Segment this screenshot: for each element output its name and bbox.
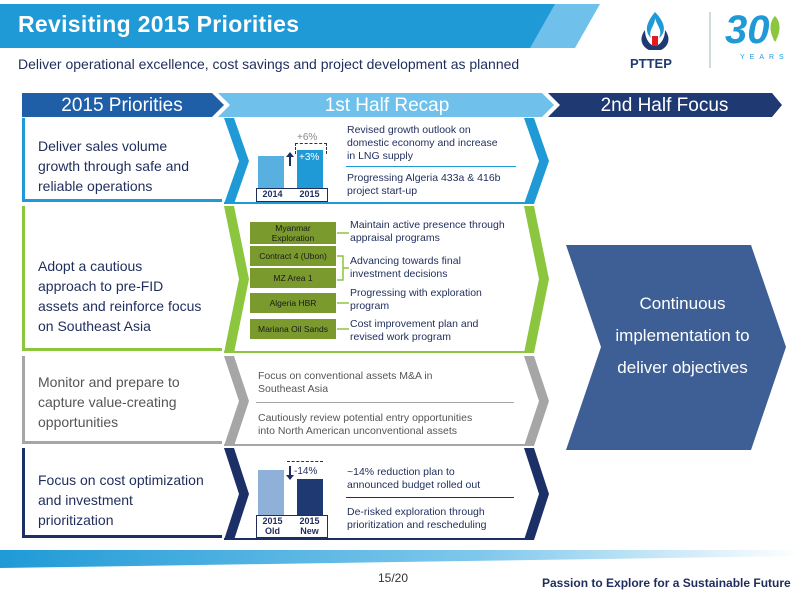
asset-contract-4 xyxy=(249,245,337,267)
recap-2d-line-1: Cost improvement plan and xyxy=(350,318,479,330)
priority-1-line-2: growth through safe and xyxy=(38,158,189,174)
recap-4b-line-1: De-risked exploration through xyxy=(347,506,485,518)
actual-change-label: +3% xyxy=(299,152,320,163)
recap-2c xyxy=(350,287,482,313)
recap-1a-line-2: domestic economy and increase xyxy=(347,137,498,149)
column-header-priorities: 2015 Priorities xyxy=(61,95,183,116)
column-headers xyxy=(22,93,782,117)
priority-2-line-3: assets and reinforce focus xyxy=(38,298,202,314)
footer-tagline: Passion to Explore for a Sustainable Future xyxy=(542,576,791,590)
recap-1a xyxy=(347,124,498,163)
asset-connectors xyxy=(337,218,351,342)
recap-2a-line-2: appraisal programs xyxy=(350,232,440,244)
recap-4a-line-2: announced budget rolled out xyxy=(347,479,481,491)
focus-line-2: implementation to xyxy=(615,326,750,345)
priority-2-text xyxy=(38,256,201,336)
asset-mz-area-1-label: MZ Area 1 xyxy=(273,273,313,283)
recap-4a xyxy=(347,466,480,492)
priority-3-line-3: opportunities xyxy=(38,414,119,430)
chart-4-label-old xyxy=(256,516,289,536)
recap-2b-line-2: investment decisions xyxy=(350,268,448,280)
asset-mz-area-1 xyxy=(249,267,337,289)
asset-algeria-hbr xyxy=(249,292,337,314)
recap-1a-line-3: in LNG supply xyxy=(347,150,413,162)
logo-anniversary-word: YEARS xyxy=(740,54,789,61)
chart-4-label-new-line-1: 2015 xyxy=(299,516,320,526)
priority-2-line-1: Adopt a cautious xyxy=(38,258,143,274)
priority-3-line-2: capture value-creating xyxy=(38,394,177,410)
chart-1-label-2014: 2014 xyxy=(262,189,283,199)
recap-2b xyxy=(350,255,461,281)
recap-2a-line-1: Maintain active presence through xyxy=(350,219,505,231)
column-header-focus: 2nd Half Focus xyxy=(600,95,729,116)
target-change-label: +6% xyxy=(297,132,318,143)
asset-algeria-hbr-label: Algeria HBR xyxy=(269,298,317,308)
priority-1-line-3: reliable operations xyxy=(38,178,153,194)
priority-4-line-3: prioritization xyxy=(38,512,114,528)
bar-2015-old xyxy=(258,470,284,515)
priority-1-text xyxy=(38,136,189,196)
slide-title: Revisiting 2015 Priorities xyxy=(18,11,300,37)
recap-4b-line-2: prioritization and rescheduling xyxy=(347,519,487,531)
recap-3b xyxy=(258,412,472,438)
slide-subtitle: Deliver operational excellence, cost savings and project development as planned xyxy=(18,56,520,72)
chart-1-label-2015: 2015 xyxy=(299,189,320,199)
asset-contract-4-label: Contract 4 (Ubon) xyxy=(259,251,327,261)
recap-3a-line-2: Southeast Asia xyxy=(258,383,329,395)
chart-4-label-new xyxy=(293,516,326,536)
recap-3b-line-2: into North American unconventional assets xyxy=(258,425,458,437)
up-arrow-icon xyxy=(286,152,294,166)
budget-change-label: -14% xyxy=(294,466,318,477)
recap-3-divider xyxy=(256,402,514,403)
recap-2b-line-1: Advancing towards final xyxy=(350,255,461,267)
recap-1b-line-2: project start-up xyxy=(347,185,418,197)
column-header-recap: 1st Half Recap xyxy=(324,95,450,116)
priority-4-text xyxy=(38,470,204,530)
recap-1a-line-1: Revised growth outlook on xyxy=(347,124,471,136)
recap-3a-line-1: Focus on conventional assets M&A in xyxy=(258,370,433,382)
priority-2-line-4: on Southeast Asia xyxy=(38,318,151,334)
priority-1-line-1: Deliver sales volume xyxy=(38,138,168,154)
page-number: 15/20 xyxy=(378,571,409,585)
second-half-focus-text xyxy=(600,288,765,384)
focus-line-3: deliver objectives xyxy=(617,358,748,377)
logo-anniversary-number: 30 xyxy=(725,8,770,52)
recap-2d xyxy=(350,318,478,344)
chart-4-label-old-line-2: Old xyxy=(265,526,280,536)
recap-1b-line-1: Progressing Algeria 433a & 416b xyxy=(347,172,501,184)
asset-mariana-label: Mariana Oil Sands xyxy=(258,324,328,334)
chart-4-label-new-line-2: New xyxy=(300,526,319,536)
recap-4b xyxy=(347,506,487,532)
priority-2-line-2: approach to pre-FID xyxy=(38,278,164,294)
priority-3-line-1: Monitor and prepare to xyxy=(38,374,180,390)
recap-2c-line-2: program xyxy=(350,300,390,312)
recap-1-divider xyxy=(346,166,516,167)
footer-band xyxy=(0,548,800,570)
bar-2014 xyxy=(258,156,284,188)
bar-2015-new xyxy=(297,479,323,515)
recap-2a xyxy=(350,219,505,245)
recap-3a xyxy=(258,370,433,396)
recap-2c-line-1: Progressing with exploration xyxy=(350,287,482,299)
down-arrow-icon xyxy=(286,466,294,480)
recap-4-divider xyxy=(346,497,514,498)
asset-myanmar xyxy=(249,221,337,245)
asset-myanmar-line-1: Myanmar xyxy=(275,223,311,233)
asset-myanmar-line-2: Exploration xyxy=(271,233,315,243)
focus-line-1: Continuous xyxy=(639,294,726,313)
priority-4-line-1: Focus on cost optimization xyxy=(38,472,204,488)
recap-2d-line-2: revised work program xyxy=(350,331,451,343)
logo-company-name: PTTEP xyxy=(630,56,672,71)
company-logo xyxy=(615,6,795,76)
priority-4-line-2: and investment xyxy=(38,492,133,508)
recap-4a-line-1: ~14% reduction plan to xyxy=(347,466,455,478)
recap-3b-line-1: Cautiously review potential entry opportunities xyxy=(258,412,473,424)
leaf-icon xyxy=(765,14,785,44)
asset-mariana xyxy=(249,318,337,340)
chart-4-label-old-line-1: 2015 xyxy=(262,516,283,526)
recap-1b xyxy=(347,172,501,198)
priority-3-text xyxy=(38,372,180,432)
